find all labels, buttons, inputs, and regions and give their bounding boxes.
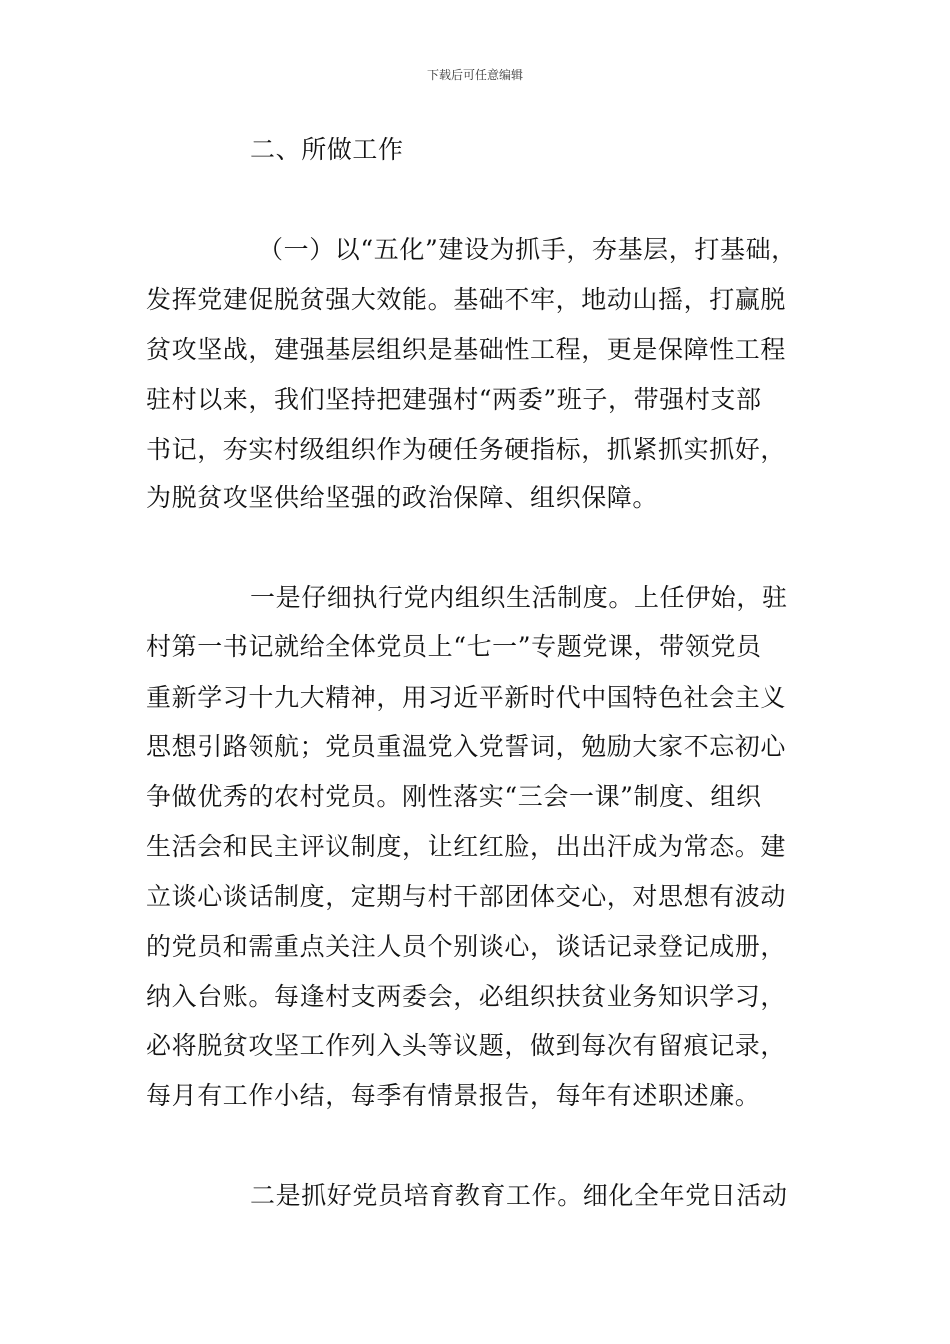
paragraph-line: 重新学习十九大精神，用习近平新时代中国特色社会主义 [146,683,787,712]
paragraph-line: 书记，夯实村级组织作为硬任务硬指标，抓紧抓实抓好， [146,435,787,464]
paragraph-line: 村第一书记就给全体党员上“七一”专题党课，带领党员 [146,632,762,661]
paragraph-line: 思想引路领航；党员重温党入党誓词，勉励大家不忘初心 [146,732,787,761]
paragraph-line: 贫攻坚战，建强基层组织是基础性工程，更是保障性工程 [146,335,787,364]
paragraph-line: 立谈心谈话制度，定期与村干部团体交心，对思想有波动 [146,882,787,911]
section-title: 二、所做工作 [250,135,404,164]
page-header: 下载后可任意编辑 [426,68,523,82]
paragraph-line: 驻村以来，我们坚持把建强村“两委”班子，带强村支部 [146,385,762,414]
paragraph-line: 的党员和需重点关注人员个别谈心，谈话记录登记成册， [146,932,787,961]
paragraph-line: 必将脱贫攻坚工作列入头等议题，做到每次有留痕记录， [146,1031,787,1060]
paragraph-line: 发挥党建促脱贫强大效能。基础不牢，地动山摇，打赢脱 [146,285,787,314]
paragraph-line: 争做优秀的农村党员。刚性落实“三会一课”制度、组织 [146,782,762,811]
paragraph-line: 生活会和民主评议制度，让红红脸，出出汗成为常态。建 [146,832,787,861]
paragraph-line: 一是仔细执行党内组织生活制度。上任伊始，驻 [250,583,788,612]
paragraph-line: 纳入台账。每逢村支两委会，必组织扶贫业务知识学习， [146,982,787,1011]
paragraph-line: （一）以“五化”建设为抓手，夯基层，打基础， [258,235,797,264]
paragraph-line: 每月有工作小结，每季有情景报告，每年有述职述廉。 [146,1081,761,1110]
paragraph-line: 为脱贫攻坚供给坚强的政治保障、组织保障。 [146,483,659,512]
paragraph-line: 二是抓好党员培育教育工作。细化全年党日活动 [250,1181,788,1210]
